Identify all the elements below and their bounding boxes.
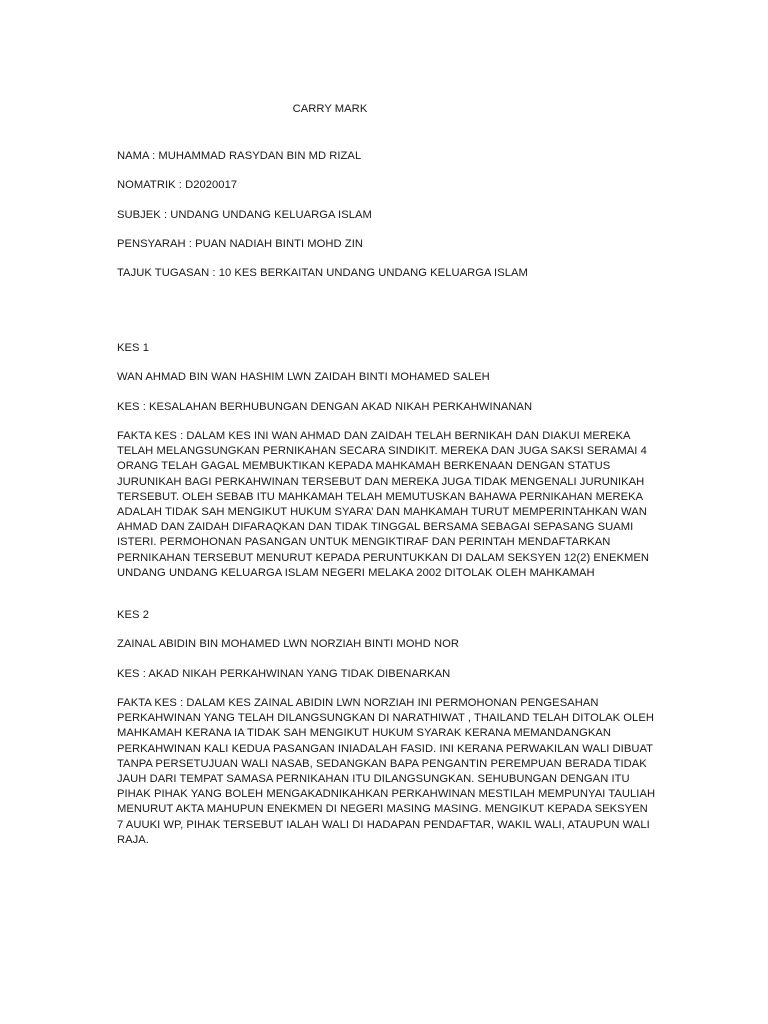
case-1-heading: KES 1	[117, 342, 149, 354]
case-1-facts: FAKTA KES : DALAM KES INI WAN AHMAD DAN ZAIDAH TELAH BERNIKAH DAN DIAKUI MEREKA TELAH MELANGSUNGKAN PERNIKAHAN SECARA SINDIKIT. MEREKA DAN JUGA SAKSI SERAMAI 4 ORANG TELAH GAGAL MEMBUKTIKAN KEPADA MAHKAMAH BERKENAAN DENGAN STATUS JURUNIKAH BAGI PERKAHWINAN TERSEBUT DAN MEREKA JUGA TIDAK MENGENALI JURUNIKAH TERSEBUT. OLEH SEBAB ITU MAHKAMAH TELAH MEMUTUSKAN BAHAWA PERNIKAHAN MEREKA ADALAH TIDAK SAH MENGIKUT HUKUM SYARA’ DAN MAHKAMAH TURUT MEMPERINTAHKAN WAN AHMAD DAN ZAIDAH DIFARAQKAN DAN TIDAK TINGGAL BERSAMA SEBAGAI SEPASANG SUAMI ISTERI. PERMOHONAN PASANGAN UNTUK MENGIKTIRAF DAN PERINTAH MENDAFTARKAN PERNIKAHAN TERSEBUT MENURUT KEPADA PERUNTUKKAN DI DALAM SEKSYEN 12(2) ENEKMEN UNDANG UNDANG KELUARGA ISLAM NEGERI MELAKA 2002 DITOLAK OLEH MAHKAMAH	[117, 430, 650, 579]
subject: SUBJEK : UNDANG UNDANG KELUARGA ISLAM	[117, 209, 372, 221]
case-1-issue: KES : KESALAHAN BERHUBUNGAN DENGAN AKAD NIKAH PERKAHWINANAN	[117, 401, 533, 413]
case-2-issue: KES : AKAD NIKAH PERKAHWINAN YANG TIDAK DIBENARKAN	[117, 668, 451, 680]
case-2-facts: FAKTA KES : DALAM KES ZAINAL ABIDIN LWN NORZIAH INI PERMOHONAN PENGESAHAN PERKAHWINAN YANG TELAH DILANGSUNGKAN DI NARATHIWAT , THAILAND TELAH DITOLAK OLEH MAHKAMAH KERANA IA TIDAK SAH MENGIKUT HUKUM SYARAK KERANA MEMANDANGKAN PERKAHWINAN KALI KEDUA PASANGAN INIADALAH FASID. INI KERANA PERWAKILAN WALI DIBUAT TANPA PERSETUJUAN WALI NASAB, SEDANGKAN BAPA PENGANTIN PEREMPUAN BERADA TIDAK JAUH DARI TEMPAT SAMASA PERNIKAHAN ITU DILANGSUNGKAN. SEHUBUNGAN DENGAN ITU PIHAK PIHAK YANG BOLEH MENGAKADNIKAHKAN PERKAHWINAN MESTILAH MEMPUNYAI TAULIAH MENURUT AKTA MAHUPUN ENEKMEN DI NEGERI MASING MASING. MENGIKUT KEPADA SEKSYEN 7 AUUKI WP, PIHAK TERSEBUT IALAH WALI DI HADAPAN PENDAFTAR, WAKIL WALI, ATAUPUN WALI RAJA.	[117, 697, 656, 846]
case-2-heading: KES 2	[117, 609, 149, 621]
case-2-parties: ZAINAL ABIDIN BIN MOHAMED LWN NORZIAH BINTI MOHD NOR	[117, 638, 459, 650]
student-name: NAMA : MUHAMMAD RASYDAN BIN MD RIZAL	[117, 150, 362, 162]
document-title: CARRY MARK	[292, 103, 368, 115]
assignment-title: TAJUK TUGASAN : 10 KES BERKAITAN UNDANG UNDANG KELUARGA ISLAM	[117, 267, 528, 279]
lecturer: PENSYARAH : PUAN NADIAH BINTI MOHD ZIN	[117, 238, 363, 250]
matric-number: NOMATRIK : D2020017	[117, 179, 238, 191]
case-1-parties: WAN AHMAD BIN WAN HASHIM LWN ZAIDAH BINTI MOHAMED SALEH	[117, 371, 490, 383]
